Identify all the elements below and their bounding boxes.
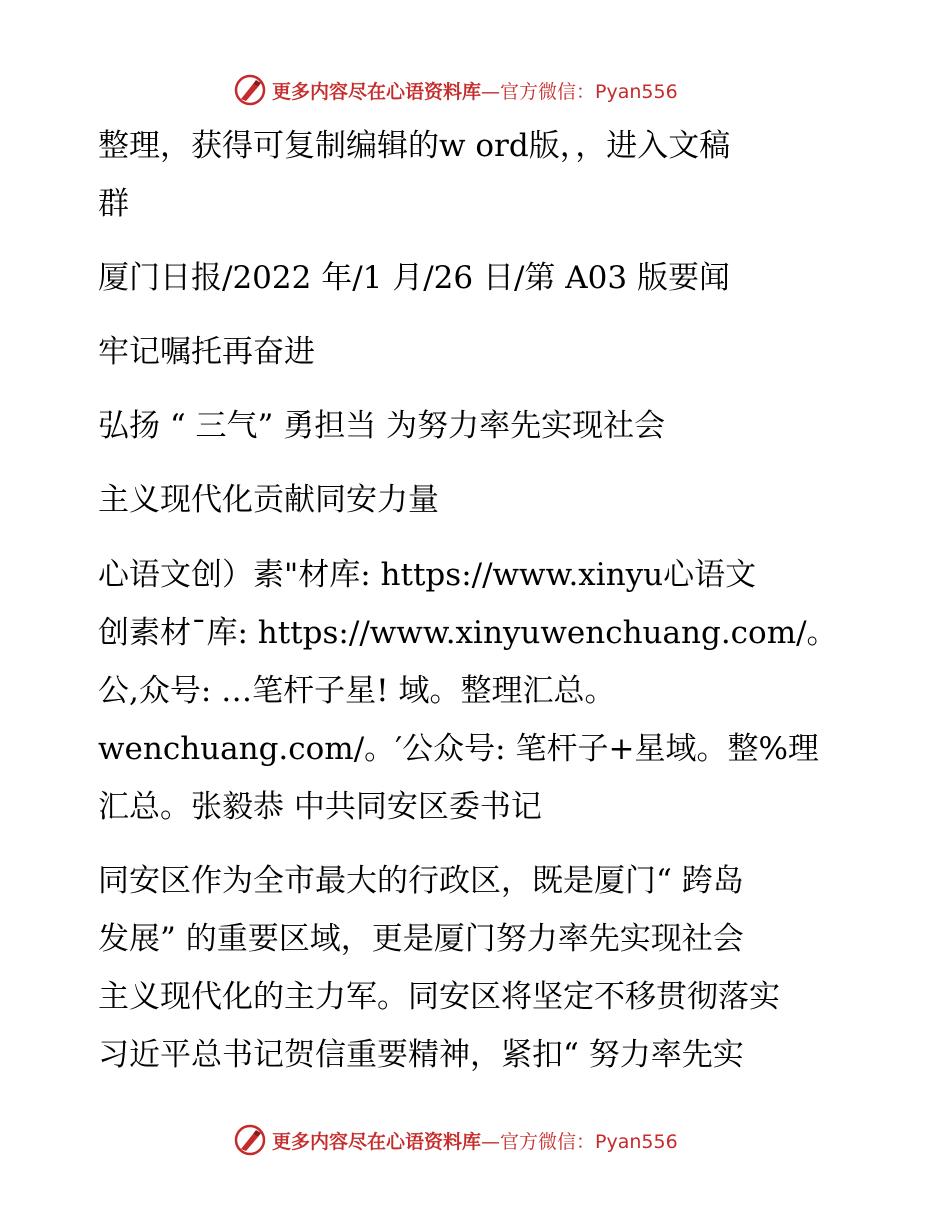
text-line: 主义现代化贡献同安力量 <box>98 482 439 518</box>
text-line: 创素材¯库: https://www.xinyuwenchuang.com/。 <box>98 615 838 651</box>
text-line: 厦门日报/2022 年/1 月/26 日/第 A03 版要闻 <box>98 260 730 296</box>
text-line: 主义现代化的主力军。同安区将坚定不移贯彻落实 <box>98 979 780 1015</box>
text-line: 牢记嘱托再奋进 <box>98 334 315 370</box>
text-line: 习近平总书记贺信重要精神，紧扣“ 努力率先实 <box>98 1037 744 1073</box>
text-line: 弘扬 “ 三气” 勇担当 为努力率先实现社会 <box>98 408 666 444</box>
pen-logo-icon <box>234 74 266 106</box>
footer-banner-text: 更多内容尽在心语资料库—官方微信：Pyan556 <box>272 1130 678 1153</box>
text-line: 整理，获得可复制编辑的w ord版，，进入文稿 <box>98 128 731 164</box>
text-line: 公,众号: …笔杆子星! 域。整理汇总。 <box>98 673 616 709</box>
text-line: 汇总。张毅恭 中共同安区委书记 <box>98 789 542 825</box>
text-line: wenchuang.com/。′公众号: 笔杆子+星域。整%理 <box>98 731 819 767</box>
header-banner-text: 更多内容尽在心语资料库—官方微信：Pyan556 <box>272 80 678 103</box>
text-line: 同安区作为全市最大的行政区，既是厦门“ 跨岛 <box>98 863 744 899</box>
pen-logo-icon <box>234 1124 266 1156</box>
text-line: 心语文创）素"材库: https://www.xinyu心语文 <box>98 557 757 593</box>
header-banner <box>234 70 714 110</box>
text-line: 发展” 的重要区域，更是厦门努力率先实现社会 <box>98 921 744 957</box>
footer-banner <box>234 1120 714 1160</box>
text-line: 群 <box>98 186 129 222</box>
